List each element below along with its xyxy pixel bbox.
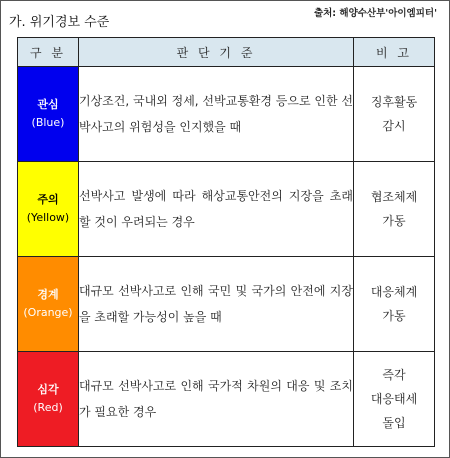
note-line: 돌입 [382, 416, 406, 430]
note-line: 가동 [382, 214, 406, 228]
table-header-row [18, 38, 435, 67]
note-line: 감시 [382, 119, 406, 133]
level-name: 경계 [37, 288, 59, 301]
level-cell-orange [18, 257, 79, 352]
level-name: 관심 [37, 98, 59, 111]
level-color-name: (Yellow) [26, 211, 70, 224]
note-line: 징후활동 [370, 95, 418, 109]
level-name: 심각 [37, 383, 59, 396]
header-criteria: 판 단 기 준 [79, 38, 354, 67]
level-color-name: (Blue) [31, 116, 65, 129]
level-cell-yellow [18, 162, 79, 257]
level-cell-blue [18, 67, 79, 162]
note-line: 대응체계 [370, 285, 418, 299]
level-cell-red [18, 352, 79, 447]
table-row [18, 162, 435, 257]
level-color-name: (Orange) [23, 306, 73, 319]
note-line: 대응태세 [370, 392, 418, 406]
note-cell [354, 257, 435, 352]
note-cell [354, 67, 435, 162]
table-row [18, 352, 435, 447]
note-cell [354, 352, 435, 447]
criteria-cell: 선박사고 발생에 따라 해상교통안전의 지장을 초래할 것이 우려되는 경우 [79, 162, 354, 257]
criteria-cell: 대규모 선박사고로 인해 국가적 차원의 대응 및 조치가 필요한 경우 [79, 352, 354, 447]
table-row [18, 257, 435, 352]
level-color-name: (Red) [33, 401, 63, 414]
criteria-cell: 대규모 선박사고로 인해 국민 및 국가의 안전에 지장을 초래할 가능성이 높을 때 [79, 257, 354, 352]
header-level: 구 분 [18, 38, 79, 67]
level-name: 주의 [37, 193, 59, 206]
section-title: 가. 위기경보 수준 [9, 15, 110, 30]
table-row [18, 67, 435, 162]
note-line: 협조체제 [370, 190, 418, 204]
note-line: 즉각 [382, 368, 406, 382]
crisis-level-table [17, 37, 435, 447]
source-note: 출처: 해양수산부'아이엠피터' [313, 8, 437, 19]
header-note: 비 고 [354, 38, 435, 67]
criteria-cell: 기상조건, 국내외 정세, 선박교통환경 등으로 인한 선박사고의 위험성을 인지했을 때 [79, 67, 354, 162]
note-line: 가동 [382, 309, 406, 323]
note-cell [354, 162, 435, 257]
